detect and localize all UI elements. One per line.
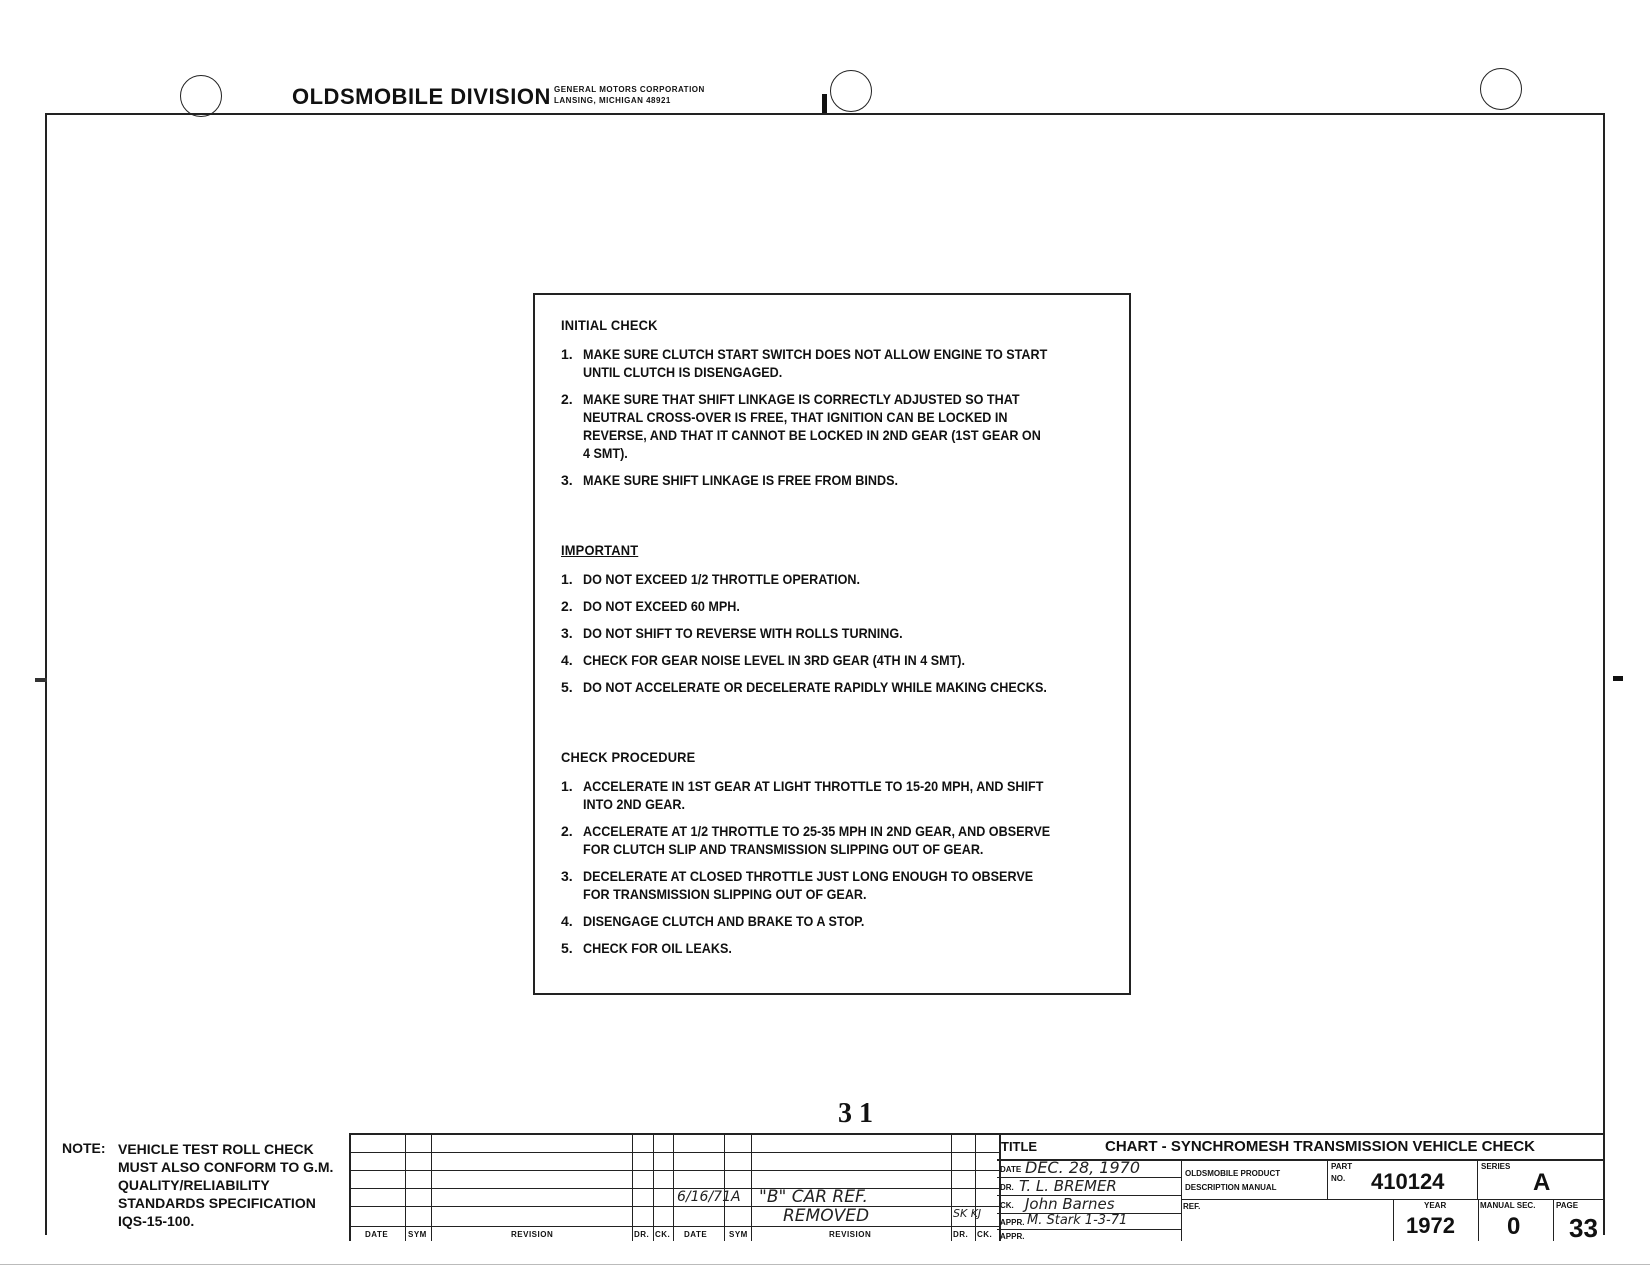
series-value: A (1533, 1169, 1551, 1196)
manual-cell (1181, 1159, 1328, 1200)
manual-sec-label: MANUAL SEC. (1480, 1201, 1536, 1210)
rev-label-dr-2: DR. (953, 1230, 969, 1239)
appr-label: APPR. (1000, 1218, 1025, 1227)
rev-label-revision: REVISION (511, 1230, 554, 1239)
list-item: 1. MAKE SURE CLUTCH START SWITCH DOES NOT ALLOW ENGINE TO START UNTIL CLUTCH IS DISENGAGED. (561, 346, 1048, 380)
part-number: 410124 (1371, 1169, 1445, 1194)
series-cell (1477, 1159, 1605, 1200)
manual-line2: DESCRIPTION MANUAL (1185, 1183, 1277, 1192)
binder-hole-center (830, 70, 872, 112)
rev-label-dr: DR. (634, 1230, 650, 1239)
manual-line1: OLDSMOBILE PRODUCT (1185, 1169, 1281, 1178)
corporation-address (554, 84, 705, 106)
year-label: YEAR (1424, 1201, 1447, 1210)
important-title: IMPORTANT (561, 542, 639, 558)
list-item: 3. DECELERATE AT CLOSED THROTTLE JUST LONG ENOUGH TO OBSERVE FOR TRANSMISSION SLIPPING OUT OF GEAR. (561, 868, 1034, 902)
dr-label: DR. (1000, 1183, 1014, 1192)
check-chart-box (533, 293, 1131, 995)
initial-check-title: INITIAL CHECK (561, 317, 658, 333)
ref-label: REF. (1183, 1202, 1201, 1211)
check-procedure-title: CHECK PROCEDURE (561, 749, 696, 765)
manual-sec-cell (1477, 1199, 1554, 1241)
revision-table (349, 1135, 1001, 1241)
date-label: DATE (1000, 1165, 1022, 1174)
part-label: PART (1331, 1162, 1353, 1171)
rev-entry-date: 6/16/71 (677, 1189, 731, 1205)
page-cell (1553, 1199, 1605, 1241)
list-item: 4. DISENGAGE CLUTCH AND BRAKE TO A STOP. (561, 913, 865, 929)
scan-edge-line (0, 1264, 1650, 1265)
page-value: 33 (1569, 1213, 1598, 1243)
signature-column (997, 1159, 1182, 1241)
year-cell (1393, 1199, 1479, 1241)
rev-label-ck-2: CK. (977, 1230, 993, 1239)
check-procedure-list (561, 777, 1103, 957)
drawing-info (997, 1135, 1605, 1241)
date-value: DEC. 28, 1970 (1025, 1158, 1141, 1177)
list-item: 4. CHECK FOR GEAR NOISE LEVEL IN 3RD GEAR (4TH IN 4 SMT). (561, 652, 966, 668)
division-title: OLDSMOBILE DIVISION (292, 84, 551, 109)
rev-entry-line2: REMOVED (783, 1206, 870, 1226)
rev-entry-sym: A (731, 1189, 741, 1205)
note-text: VEHICLE TEST ROLL CHECK MUST ALSO CONFORM TO G.M. QUALITY/RELIABILITY STANDARDS SPECIFICATION IQS-15-100. (118, 1141, 334, 1229)
page-label: PAGE (1556, 1201, 1579, 1210)
list-item: 3. DO NOT SHIFT TO REVERSE WITH ROLLS TURNING. (561, 625, 903, 641)
rev-label-revision-2: REVISION (829, 1230, 872, 1239)
rev-label-sym-2: SYM (729, 1230, 748, 1239)
rev-label-date: DATE (365, 1230, 389, 1239)
ck-label: CK. (1000, 1201, 1014, 1210)
appr2-label: APPR. (1000, 1232, 1025, 1241)
manual-sec-value: 0 (1507, 1213, 1521, 1240)
rev-entry-initials: SK KJ (953, 1207, 982, 1220)
header-tab-mark (822, 94, 827, 114)
important-list (561, 570, 1103, 696)
list-item: 1. ACCELERATE IN 1ST GEAR AT LIGHT THROTTLE TO 15-20 MPH, AND SHIFT INTO 2ND GEAR. (561, 778, 1044, 812)
initial-check-list (561, 345, 1103, 489)
ck-value: John Barnes (1025, 1195, 1115, 1213)
corporation-city: LANSING, MICHIGAN 48921 (554, 96, 671, 105)
list-item: 3. MAKE SURE SHIFT LINKAGE IS FREE FROM BINDS. (561, 472, 899, 488)
rev-label-sym: SYM (408, 1230, 427, 1239)
no-label: NO. (1331, 1174, 1346, 1183)
list-item: 2. DO NOT EXCEED 60 MPH. (561, 598, 740, 614)
list-item: 5. DO NOT ACCELERATE OR DECELERATE RAPIDLY WHILE MAKING CHECKS. (561, 679, 1047, 695)
binder-hole-right (1480, 68, 1522, 110)
list-item: 2. ACCELERATE AT 1/2 THROTTLE TO 25-35 MPH IN 2ND GEAR, AND OBSERVE FOR CLUTCH SLIP AND TRANSMISSION SLIPPING OUT OF GEAR. (561, 823, 1051, 857)
rev-label-date-2: DATE (684, 1230, 708, 1239)
rev-label-ck: CK. (655, 1230, 671, 1239)
chart-title: CHART - SYNCHROMESH TRANSMISSION VEHICLE CHECK (1105, 1138, 1536, 1155)
list-item: 1. DO NOT EXCEED 1/2 THROTTLE OPERATION. (561, 571, 861, 587)
appr-value: M. Stark 1-3-71 (1027, 1213, 1128, 1228)
list-item: 2. MAKE SURE THAT SHIFT LINKAGE IS CORRECTLY ADJUSTED SO THAT NEUTRAL CROSS-OVER IS FREE, THAT IGNITION CAN BE LOCKED IN REVERSE, AND THAT IT CANNOT BE LOCKED IN 2ND GEAR (1ST GEAR ON 4 SMT). (561, 391, 1041, 461)
list-item: 5. CHECK FOR OIL LEAKS. (561, 940, 732, 956)
frame-edge-mark (1613, 676, 1623, 681)
rev-entry-line1: "B" CAR REF. (759, 1187, 868, 1207)
handwritten-page-number: 3 1 (838, 1098, 873, 1129)
year-value: 1972 (1406, 1213, 1455, 1238)
frame-edge-mark-left (35, 678, 47, 682)
series-label: SERIES (1481, 1162, 1511, 1171)
title-block (349, 1133, 1605, 1241)
corporation-name: GENERAL MOTORS CORPORATION (554, 85, 705, 94)
binder-hole-left (180, 75, 222, 117)
dr-value: T. L. BREMER (1019, 1177, 1117, 1195)
title-label: TITLE (1001, 1139, 1038, 1154)
part-cell (1327, 1159, 1478, 1200)
note-label: NOTE: (62, 1140, 106, 1156)
